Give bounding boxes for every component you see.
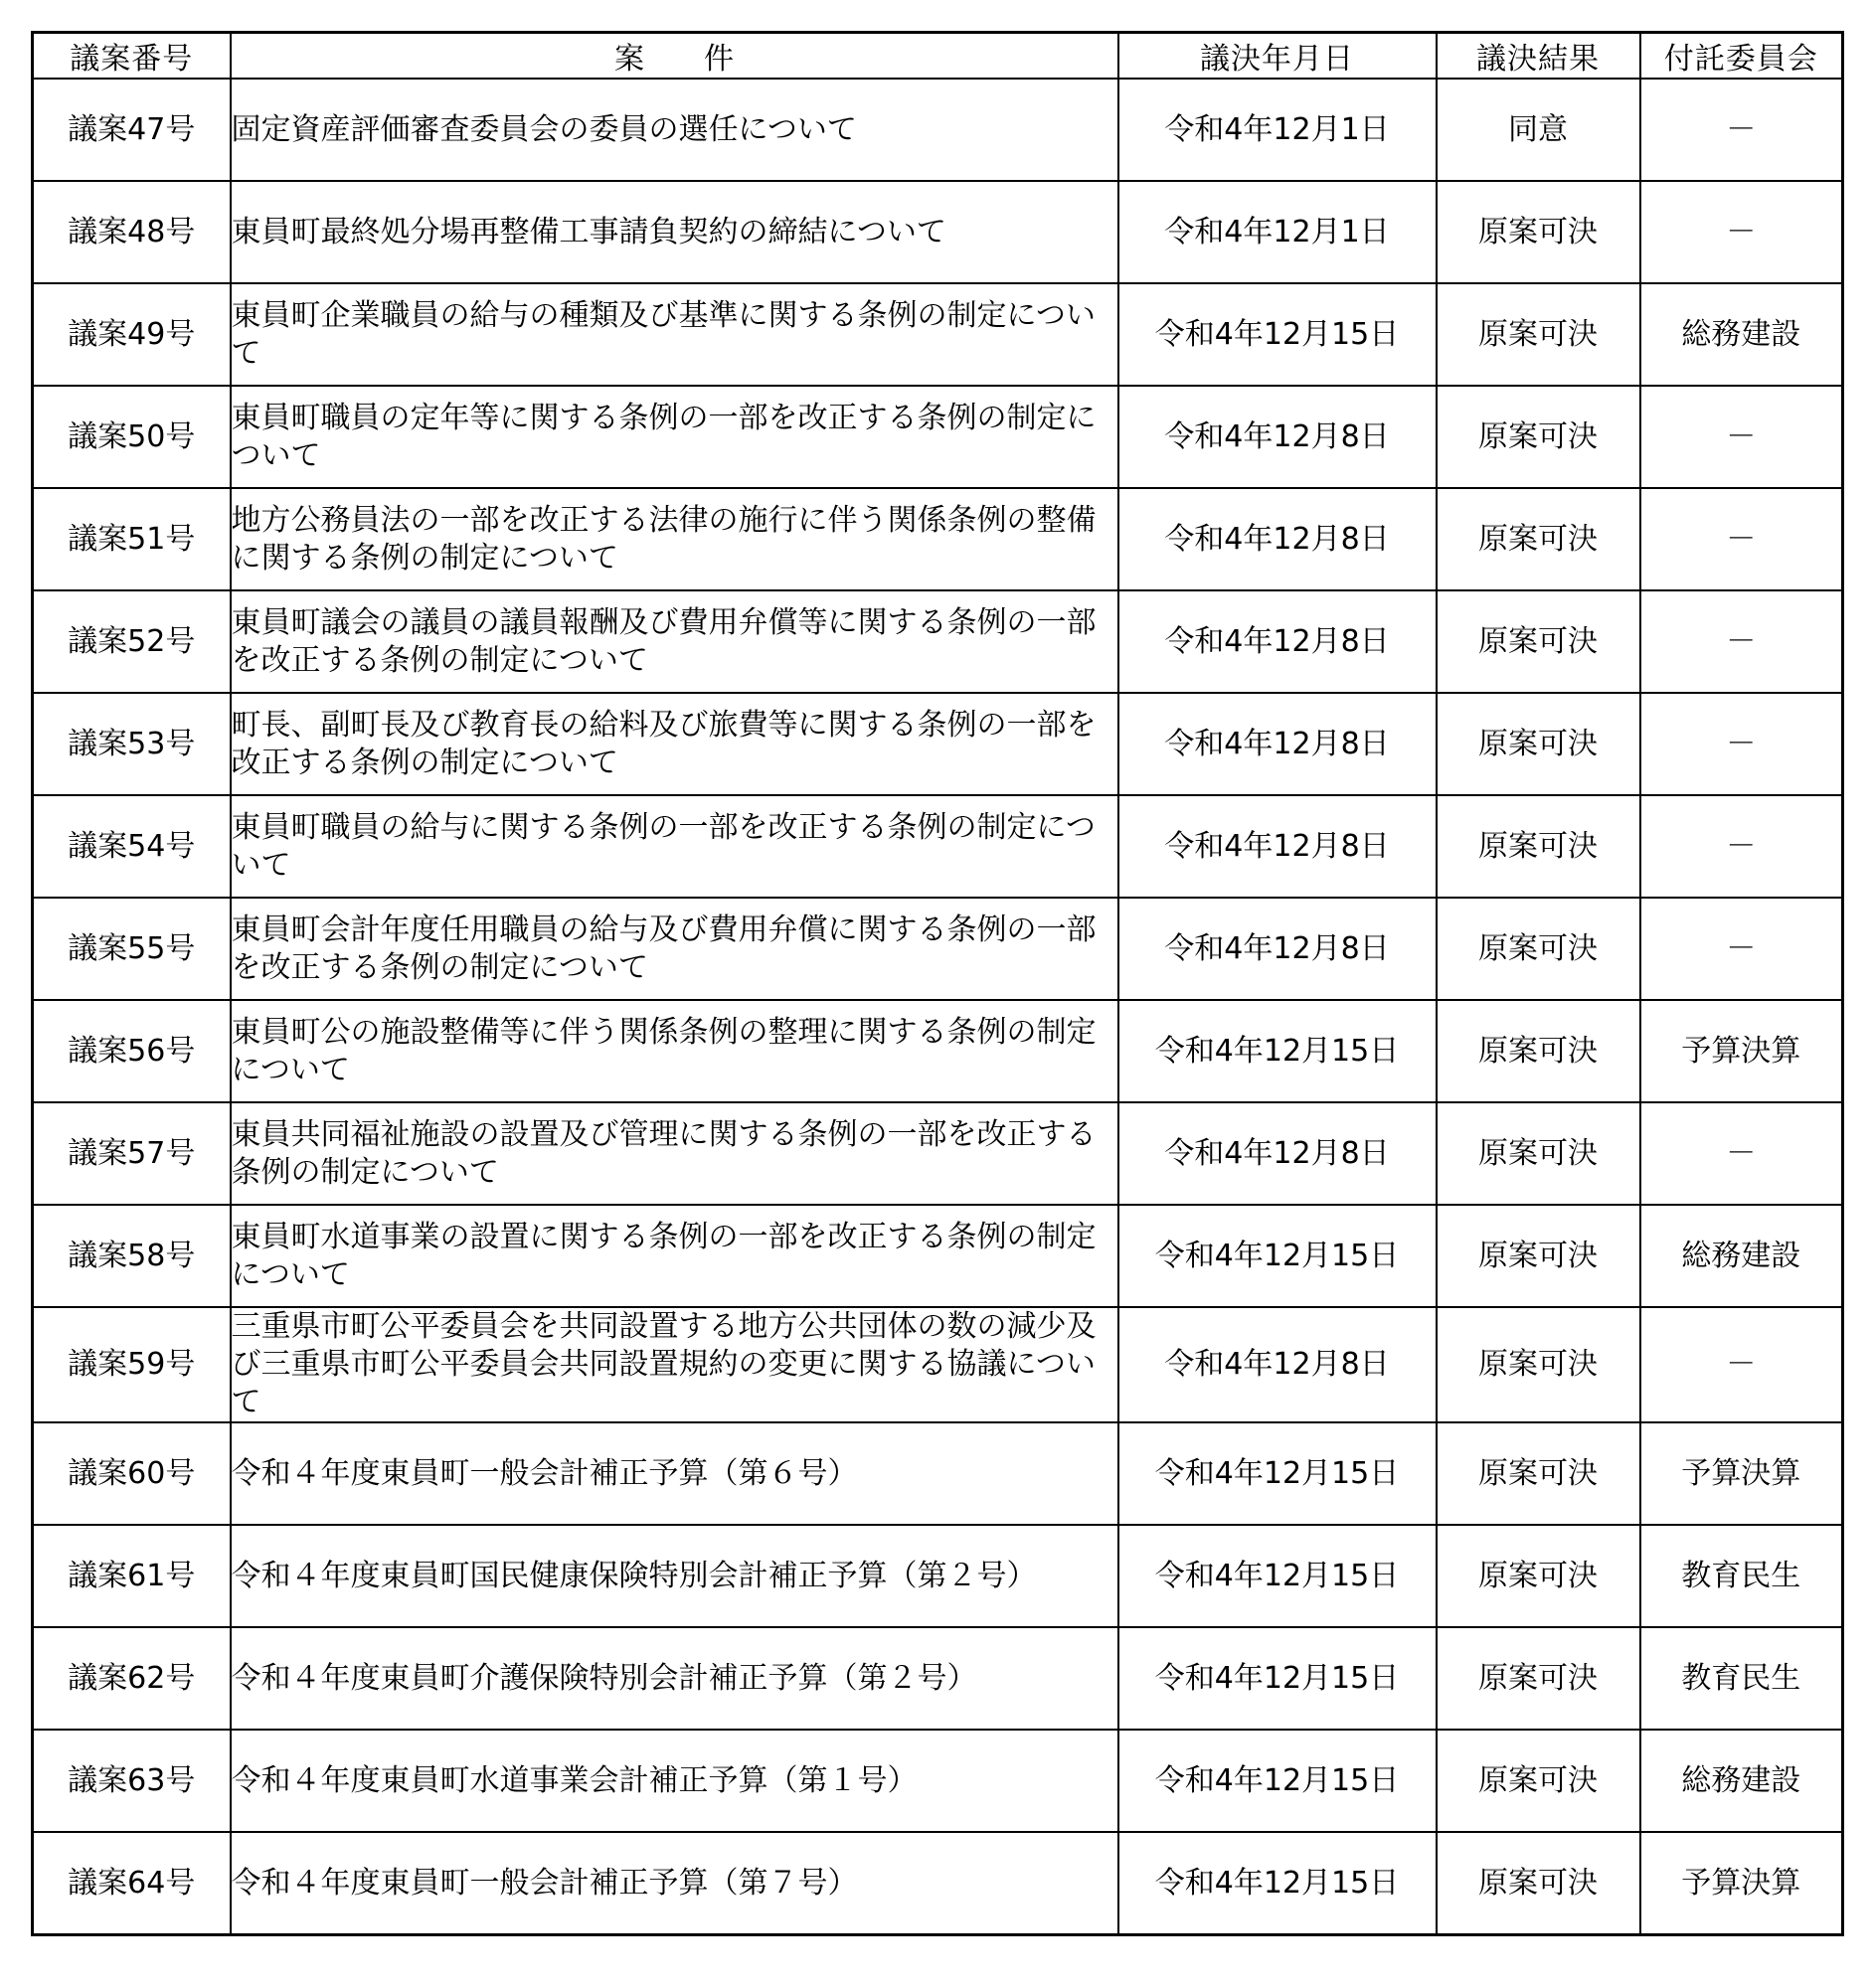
- decision-date: 令和4年12月15日: [1118, 1525, 1437, 1627]
- bill-subject: 固定資産評価審査委員会の委員の選任について: [231, 79, 1118, 181]
- table-row: [33, 488, 1843, 590]
- bill-subject: 町長、副町長及び教育長の給料及び旅費等に関する条例の一部を改正する条例の制定について: [231, 693, 1118, 795]
- referral-committee: 総務建設: [1640, 1730, 1843, 1832]
- bill-number: 議案55号: [33, 898, 231, 1000]
- bill-subject: 令和４年度東員町介護保険特別会計補正予算（第２号）: [231, 1627, 1118, 1730]
- table-body: [33, 79, 1843, 1935]
- header-committee: 付託委員会: [1640, 33, 1843, 80]
- bill-number: 議案62号: [33, 1627, 231, 1730]
- decision-result: 同意: [1437, 79, 1640, 181]
- decision-date: 令和4年12月1日: [1118, 181, 1437, 283]
- bill-subject: 東員町会計年度任用職員の給与及び費用弁償に関する条例の一部を改正する条例の制定について: [231, 898, 1118, 1000]
- decision-date: 令和4年12月1日: [1118, 79, 1437, 181]
- decision-result: 原案可決: [1437, 1525, 1640, 1627]
- table-row: [33, 386, 1843, 488]
- bill-number: 議案50号: [33, 386, 231, 488]
- bill-subject: 東員町職員の定年等に関する条例の一部を改正する条例の制定について: [231, 386, 1118, 488]
- table-row: [33, 1627, 1843, 1730]
- referral-committee: 総務建設: [1640, 283, 1843, 386]
- bill-subject: 東員町水道事業の設置に関する条例の一部を改正する条例の制定について: [231, 1205, 1118, 1307]
- bill-number: 議案51号: [33, 488, 231, 590]
- decision-result: 原案可決: [1437, 1102, 1640, 1205]
- bill-subject: 地方公務員法の一部を改正する法律の施行に伴う関係条例の整備に関する条例の制定について: [231, 488, 1118, 590]
- decision-result: 原案可決: [1437, 1205, 1640, 1307]
- decision-result: 原案可決: [1437, 693, 1640, 795]
- bill-subject: 令和４年度東員町水道事業会計補正予算（第１号）: [231, 1730, 1118, 1832]
- table-row: [33, 1307, 1843, 1422]
- bill-subject: 東員町企業職員の給与の種類及び基準に関する条例の制定について: [231, 283, 1118, 386]
- bill-number: 議案48号: [33, 181, 231, 283]
- bill-subject: 東員町最終処分場再整備工事請負契約の締結について: [231, 181, 1118, 283]
- bill-number: 議案58号: [33, 1205, 231, 1307]
- bill-subject: 東員共同福祉施設の設置及び管理に関する条例の一部を改正する条例の制定について: [231, 1102, 1118, 1205]
- bill-subject: 東員町議会の議員の議員報酬及び費用弁償等に関する条例の一部を改正する条例の制定について: [231, 590, 1118, 693]
- referral-committee: －: [1640, 488, 1843, 590]
- decision-date: 令和4年12月15日: [1118, 1627, 1437, 1730]
- bill-subject: 令和４年度東員町一般会計補正予算（第７号）: [231, 1832, 1118, 1935]
- decision-date: 令和4年12月8日: [1118, 898, 1437, 1000]
- bill-number: 議案60号: [33, 1422, 231, 1525]
- decision-result: 原案可決: [1437, 1000, 1640, 1102]
- table-row: [33, 1730, 1843, 1832]
- bill-subject: 東員町職員の給与に関する条例の一部を改正する条例の制定について: [231, 795, 1118, 898]
- decision-date: 令和4年12月8日: [1118, 488, 1437, 590]
- table-row: [33, 693, 1843, 795]
- decision-result: 原案可決: [1437, 1422, 1640, 1525]
- bill-number: 議案56号: [33, 1000, 231, 1102]
- referral-committee: －: [1640, 898, 1843, 1000]
- table-row: [33, 181, 1843, 283]
- bill-number: 議案57号: [33, 1102, 231, 1205]
- decision-date: 令和4年12月8日: [1118, 1307, 1437, 1422]
- referral-committee: 教育民生: [1640, 1627, 1843, 1730]
- decision-result: 原案可決: [1437, 898, 1640, 1000]
- bill-number: 議案53号: [33, 693, 231, 795]
- bill-subject: 三重県市町公平委員会を共同設置する地方公共団体の数の減少及び三重県市町公平委員会共同設置規約の変更に関する協議について: [231, 1307, 1118, 1422]
- bill-number: 議案52号: [33, 590, 231, 693]
- referral-committee: －: [1640, 386, 1843, 488]
- decision-date: 令和4年12月8日: [1118, 693, 1437, 795]
- decision-result: 原案可決: [1437, 181, 1640, 283]
- table-row: [33, 1205, 1843, 1307]
- decision-result: 原案可決: [1437, 283, 1640, 386]
- bill-number: 議案59号: [33, 1307, 231, 1422]
- bill-number: 議案47号: [33, 79, 231, 181]
- referral-committee: －: [1640, 590, 1843, 693]
- header-number: 議案番号: [33, 33, 231, 80]
- referral-committee: 予算決算: [1640, 1832, 1843, 1935]
- decision-date: 令和4年12月15日: [1118, 1000, 1437, 1102]
- decision-date: 令和4年12月15日: [1118, 1832, 1437, 1935]
- referral-committee: 予算決算: [1640, 1422, 1843, 1525]
- bill-number: 議案61号: [33, 1525, 231, 1627]
- table-row: [33, 1102, 1843, 1205]
- table-row: [33, 1832, 1843, 1935]
- bill-number: 議案63号: [33, 1730, 231, 1832]
- referral-committee: －: [1640, 795, 1843, 898]
- bill-subject: 令和４年度東員町国民健康保険特別会計補正予算（第２号）: [231, 1525, 1118, 1627]
- bill-number: 議案54号: [33, 795, 231, 898]
- table-row: [33, 1422, 1843, 1525]
- decision-result: 原案可決: [1437, 1627, 1640, 1730]
- bill-subject: 令和４年度東員町一般会計補正予算（第６号）: [231, 1422, 1118, 1525]
- table-row: [33, 1525, 1843, 1627]
- decision-date: 令和4年12月15日: [1118, 283, 1437, 386]
- referral-committee: －: [1640, 1102, 1843, 1205]
- decision-result: 原案可決: [1437, 795, 1640, 898]
- decision-result: 原案可決: [1437, 1307, 1640, 1422]
- table-row: [33, 898, 1843, 1000]
- table-row: [33, 1000, 1843, 1102]
- bill-subject: 東員町公の施設整備等に伴う関係条例の整理に関する条例の制定について: [231, 1000, 1118, 1102]
- decision-result: 原案可決: [1437, 488, 1640, 590]
- bill-number: 議案64号: [33, 1832, 231, 1935]
- table-row: [33, 79, 1843, 181]
- table-row: [33, 795, 1843, 898]
- decision-date: 令和4年12月15日: [1118, 1205, 1437, 1307]
- decision-date: 令和4年12月15日: [1118, 1730, 1437, 1832]
- table-row: [33, 283, 1843, 386]
- referral-committee: 教育民生: [1640, 1525, 1843, 1627]
- decision-result: 原案可決: [1437, 590, 1640, 693]
- table-row: [33, 590, 1843, 693]
- decision-date: 令和4年12月8日: [1118, 795, 1437, 898]
- referral-committee: －: [1640, 693, 1843, 795]
- decision-date: 令和4年12月8日: [1118, 386, 1437, 488]
- referral-committee: 総務建設: [1640, 1205, 1843, 1307]
- header-row: [33, 33, 1843, 80]
- decision-date: 令和4年12月8日: [1118, 1102, 1437, 1205]
- decision-result: 原案可決: [1437, 1730, 1640, 1832]
- referral-committee: －: [1640, 1307, 1843, 1422]
- decision-date: 令和4年12月8日: [1118, 590, 1437, 693]
- header-subject: 案件: [231, 33, 1118, 80]
- bills-table: [31, 31, 1844, 1936]
- decision-result: 原案可決: [1437, 386, 1640, 488]
- decision-date: 令和4年12月15日: [1118, 1422, 1437, 1525]
- referral-committee: －: [1640, 79, 1843, 181]
- referral-committee: 予算決算: [1640, 1000, 1843, 1102]
- header-date: 議決年月日: [1118, 33, 1437, 80]
- header-result: 議決結果: [1437, 33, 1640, 80]
- referral-committee: －: [1640, 181, 1843, 283]
- bill-number: 議案49号: [33, 283, 231, 386]
- decision-result: 原案可決: [1437, 1832, 1640, 1935]
